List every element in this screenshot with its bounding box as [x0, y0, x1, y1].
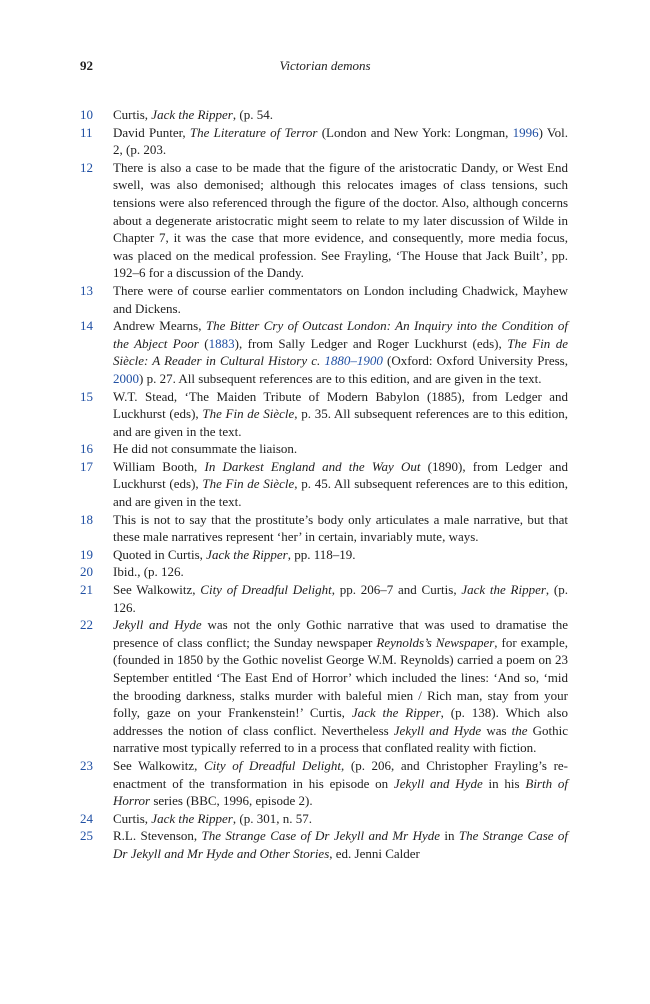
note-text-segment: was: [481, 722, 512, 738]
endnote-number[interactable]: 15: [80, 388, 93, 404]
note-text-segment: series (BBC, 1996, episode 2).: [150, 793, 313, 809]
endnote-text: [113, 282, 568, 317]
endnote-text: [113, 511, 568, 546]
note-text-segment: William Booth,: [113, 458, 205, 474]
endnote-number[interactable]: 22: [80, 617, 93, 633]
endnote-text: [113, 106, 568, 124]
note-text-segment: in: [440, 828, 459, 844]
italic-title: Jekyll and Hyde: [393, 722, 482, 738]
italic-title: Birth of Horror: [113, 775, 568, 809]
note-text-segment: ) Vol. 2, (p. 203.: [113, 124, 568, 158]
note-text-segment: See Walkowitz,: [113, 757, 204, 773]
note-text-segment: There is also a case to be made that the figure of the aristocratic Dandy, or West End swell, was also demonised; although this relocates images of class tensions, such tensions were also referenced through the figure of the doctor. Also, although concerns about a degenerate aristocratic might seem to relate to my later discussion of Wilde in Chapter 7, it was the case that more evidence, and consequently, more media focus, was placed on the medical profession. See Frayling, ‘The House that Jack Built’, pp. 192–6 for a discussion of the Dandy.: [113, 159, 568, 281]
italic-title: Jack the Ripper: [351, 705, 441, 721]
endnote-text: [113, 124, 568, 159]
endnote-number[interactable]: 13: [80, 282, 93, 298]
italic-title: City of Dreadful Delight: [200, 582, 332, 598]
note-text-segment: W.T. Stead, ‘The Maiden Tribute of Modern Babylon (1885), from Ledger and Luckhurst (eds),: [113, 388, 568, 422]
note-text-segment: , pp. 118–19.: [287, 546, 356, 562]
note-text-segment: in his: [482, 775, 526, 791]
page-number: 92: [80, 58, 93, 73]
note-text-segment: , (p. 54.: [232, 107, 273, 122]
endnote-item: [80, 317, 568, 387]
italic-title: Jack the Ripper: [461, 582, 546, 598]
citation-link[interactable]: 1880–1900: [324, 353, 383, 369]
endnote-text: [113, 757, 568, 810]
note-text-segment: Andrew Mearns,: [113, 318, 206, 334]
endnote-item: [80, 388, 568, 441]
endnote-number[interactable]: 19: [80, 546, 93, 562]
note-text-segment: , (p. 301, n. 57.: [232, 810, 312, 826]
note-text-segment: , p. 45. All subsequent references are to this edition, and are given in the text.: [113, 476, 568, 510]
italic-title: Jack the Ripper: [206, 546, 288, 562]
endnote-number[interactable]: 12: [80, 159, 93, 175]
note-text-segment: (: [198, 335, 209, 351]
italic-title: The Fin de Siècle: A Reader in Cultural History c.: [113, 335, 568, 369]
endnote-text: [113, 827, 568, 862]
note-text-segment: , ed. Jenni Calder: [329, 845, 420, 861]
endnote-item: [80, 581, 568, 616]
endnote-item: [80, 827, 568, 862]
citation-link[interactable]: 2000: [113, 370, 139, 386]
endnote-number[interactable]: 25: [80, 828, 93, 844]
endnote-text: [113, 810, 568, 828]
endnote-text: [113, 563, 568, 581]
endnote-item: [80, 106, 568, 124]
endnote-item: [80, 124, 568, 159]
citation-link[interactable]: 1883: [208, 335, 235, 351]
endnotes-list: [80, 106, 568, 863]
running-title: Victorian demons: [279, 58, 371, 73]
note-text-segment: , (p. 206, and Christopher Frayling’s re-enactment of the transformation in his episode on: [113, 757, 568, 791]
note-text-segment: R.L. Stevenson,: [113, 828, 202, 844]
note-text-segment: , (p. 126.: [113, 582, 568, 615]
note-text-segment: He did not consummate the liaison.: [113, 441, 298, 457]
note-text-segment: , p. 35. All subsequent references are to this edition, and are given in the text.: [113, 406, 568, 439]
endnote-text: [113, 388, 568, 441]
endnote-text: [113, 581, 568, 616]
note-text-segment: There were of course earlier commentators on London including Chadwick, Mayhew and Dickens.: [113, 282, 568, 316]
italic-title: Jekyll and Hyde: [113, 617, 202, 633]
note-text-segment: Quoted in Curtis,: [113, 546, 207, 562]
note-text-segment: Gothic narrative most typically referred to in a process that conflated reality with fiction.: [113, 722, 569, 756]
page-header: [0, 58, 650, 80]
italic-title: The Literature of Terror: [189, 124, 318, 140]
italic-title: Jekyll and Hyde: [393, 775, 483, 791]
italic-title: Jack the Ripper: [151, 810, 233, 826]
note-text-segment: ), from Sally Ledger and Roger Luckhurst (eds),: [234, 335, 508, 351]
endnote-number[interactable]: 16: [80, 441, 93, 457]
endnote-text: [113, 546, 568, 564]
endnote-number[interactable]: 23: [80, 757, 93, 773]
endnote-item: [80, 440, 568, 458]
endnote-item: [80, 282, 568, 317]
endnote-text: [113, 458, 568, 511]
endnote-item: [80, 159, 568, 282]
italic-title: The Fin de Siècle: [202, 406, 295, 422]
endnote-number[interactable]: 14: [80, 318, 93, 334]
note-text-segment: , for example, (founded in 1850 by the Gothic novelist George W.M. Reynolds) carried a poem on 23 September entitled ‘The East End of Horror’ which included the lines: ‘And so, ‘mid the brooding darkness, stalks murder with baleful mien / Rich man, stay from your folly, gaze on your Frankenstein!’ Curtis,: [113, 634, 568, 721]
note-text-segment: Curtis,: [113, 107, 152, 122]
endnote-item: [80, 511, 568, 546]
note-text-segment: was not the only Gothic narrative that was used to dramatise the presence of class conflict; the Sunday newspaper: [113, 617, 568, 650]
note-text-segment: Curtis,: [113, 810, 152, 826]
note-text-segment: See Walkowitz,: [113, 582, 201, 598]
endnote-text: [113, 616, 568, 757]
italic-title: City of Dreadful Delight: [203, 757, 342, 773]
note-text-segment: This is not to say that the prostitute’s body only articulates a male narrative, but that these male narratives represent ‘her’ in certain, invariably mute, ways.: [113, 511, 568, 545]
citation-link[interactable]: 1996: [512, 124, 539, 140]
note-text-segment: Ibid., (p. 126.: [113, 564, 184, 580]
note-text-segment: , pp. 206–7 and Curtis,: [331, 582, 462, 598]
italic-title: The Fin de Siècle: [202, 476, 295, 492]
italic-title: In Darkest England and the Way Out: [204, 458, 421, 474]
endnote-item: [80, 757, 568, 810]
endnote-item: [80, 563, 568, 581]
endnote-item: [80, 458, 568, 511]
endnote-number[interactable]: 20: [80, 564, 93, 580]
note-text-segment: (London and New York: Longman,: [317, 124, 513, 140]
italic-title: The Strange Case of Dr Jekyll and Mr Hyde: [201, 828, 441, 844]
italic-title: The Strange Case of Dr Jekyll and Mr Hyde and Other Stories: [113, 828, 569, 861]
note-text-segment: ) p. 27. All subsequent references are to this edition, and are given in the text.: [139, 370, 542, 386]
italic-title: the: [511, 722, 528, 738]
note-text-segment: , (p. 138). Which also addresses the notion of class conflict. Nevertheless: [113, 705, 568, 738]
endnote-number[interactable]: 17: [80, 458, 93, 474]
endnote-number[interactable]: 18: [80, 511, 93, 527]
note-text-segment: David Punter,: [113, 124, 190, 140]
note-text-segment: (Oxford: Oxford University Press,: [382, 353, 568, 369]
endnote-number[interactable]: 11: [80, 124, 93, 140]
italic-title: Reynolds’s Newspaper: [376, 634, 495, 650]
endnote-text: [113, 159, 568, 282]
endnote-item: [80, 546, 568, 564]
note-text-segment: (1890), from Ledger and Luckhurst (eds),: [113, 458, 568, 492]
endnote-text: [113, 440, 568, 458]
endnote-item: [80, 810, 568, 828]
endnote-text: [113, 317, 568, 387]
endnote-number[interactable]: 21: [80, 582, 93, 598]
italic-title: The Bitter Cry of Outcast London: An Inquiry into the Condition of the Abject Poor: [113, 318, 568, 351]
endnote-item: [80, 616, 568, 757]
endnote-number[interactable]: 24: [80, 810, 93, 826]
endnote-number[interactable]: 10: [80, 107, 93, 122]
italic-title: Jack the Ripper: [151, 107, 233, 122]
